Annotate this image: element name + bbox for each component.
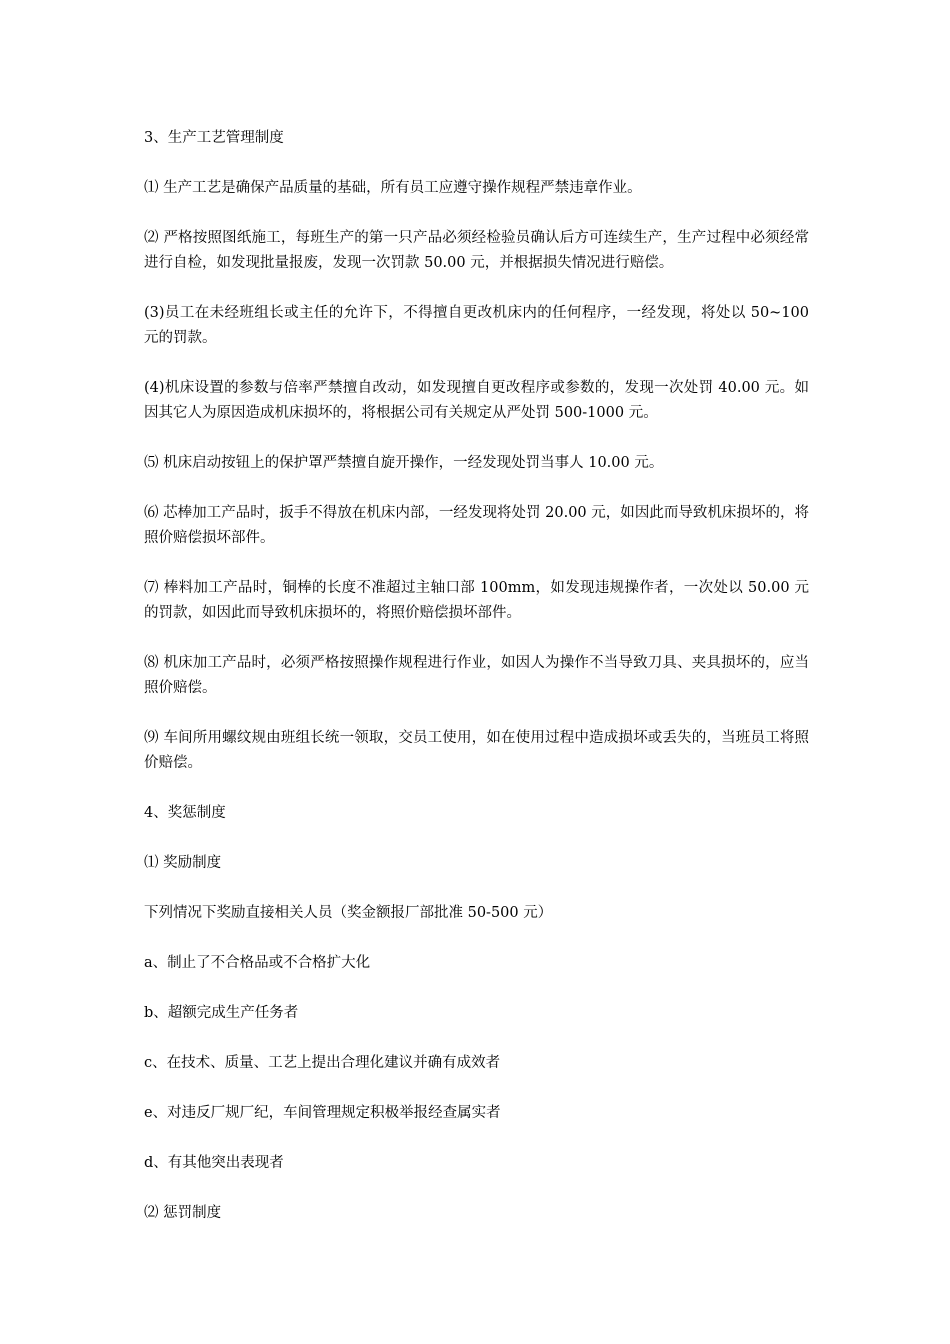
reward-item-b: b、超额完成生产任务者 — [144, 1005, 299, 1021]
reward-item-a: a、制止了不合格品或不合格扩大化 — [144, 955, 371, 971]
section-heading-process-management: 3、生产工艺管理制度 — [144, 130, 284, 146]
clause-3: (3)员工在未经班组长或主任的允许下，不得擅自更改机床内的任何程序，一经发现，将处以 50~100 元的罚款。 — [144, 305, 809, 346]
reward-item-e: e、对违反厂规厂纪，车间管理规定积极举报经查属实者 — [144, 1105, 501, 1121]
subheading-rewards: ⑴ 奖励制度 — [144, 855, 222, 871]
rewards-intro: 下列情况下奖励直接相关人员（奖金额报厂部批准 50-500 元） — [144, 905, 553, 921]
reward-item-d: d、有其他突出表现者 — [144, 1155, 284, 1171]
document-body — [144, 126, 809, 1251]
clause-8: ⑻ 机床加工产品时，必须严格按照操作规程进行作业，如因人为操作不当导致刀具、夹具损坏的，应当照价赔偿。 — [144, 655, 809, 696]
clause-9: ⑼ 车间所用螺纹规由班组长统一领取，交员工使用，如在使用过程中造成损坏或丢失的，当班员工将照价赔偿。 — [144, 730, 809, 771]
reward-item-c: c、在技术、质量、工艺上提出合理化建议并确有成效者 — [144, 1055, 501, 1071]
clause-7: ⑺ 棒料加工产品时，铜棒的长度不准超过主轴口部 100mm，如发现违规操作者，一次处以 50.00 元的罚款，如因此而导致机床损坏的，将照价赔偿损坏部件。 — [144, 580, 809, 621]
clause-1: ⑴ 生产工艺是确保产品质量的基础，所有员工应遵守操作规程严禁违章作业。 — [144, 180, 642, 196]
section-heading-rewards-penalties: 4、奖惩制度 — [144, 805, 226, 821]
clause-2: ⑵ 严格按照图纸施工，每班生产的第一只产品必须经检验员确认后方可连续生产，生产过程中必须经常进行自检，如发现批量报废，发现一次罚款 50.00 元，并根据损失情况进行赔偿。 — [144, 230, 809, 271]
subheading-penalties: ⑵ 惩罚制度 — [144, 1205, 222, 1221]
clause-4: (4)机床设置的参数与倍率严禁擅自改动，如发现擅自更改程序或参数的，发现一次处罚 40.00 元。如因其它人为原因造成机床损坏的，将根据公司有关规定从严处罚 500-1000 元。 — [144, 380, 809, 421]
clause-5: ⑸ 机床启动按钮上的保护罩严禁擅自旋开操作，一经发现处罚当事人 10.00 元。 — [144, 455, 664, 471]
clause-6: ⑹ 芯棒加工产品时，扳手不得放在机床内部，一经发现将处罚 20.00 元，如因此而导致机床损坏的，将照价赔偿损坏部件。 — [144, 505, 809, 546]
